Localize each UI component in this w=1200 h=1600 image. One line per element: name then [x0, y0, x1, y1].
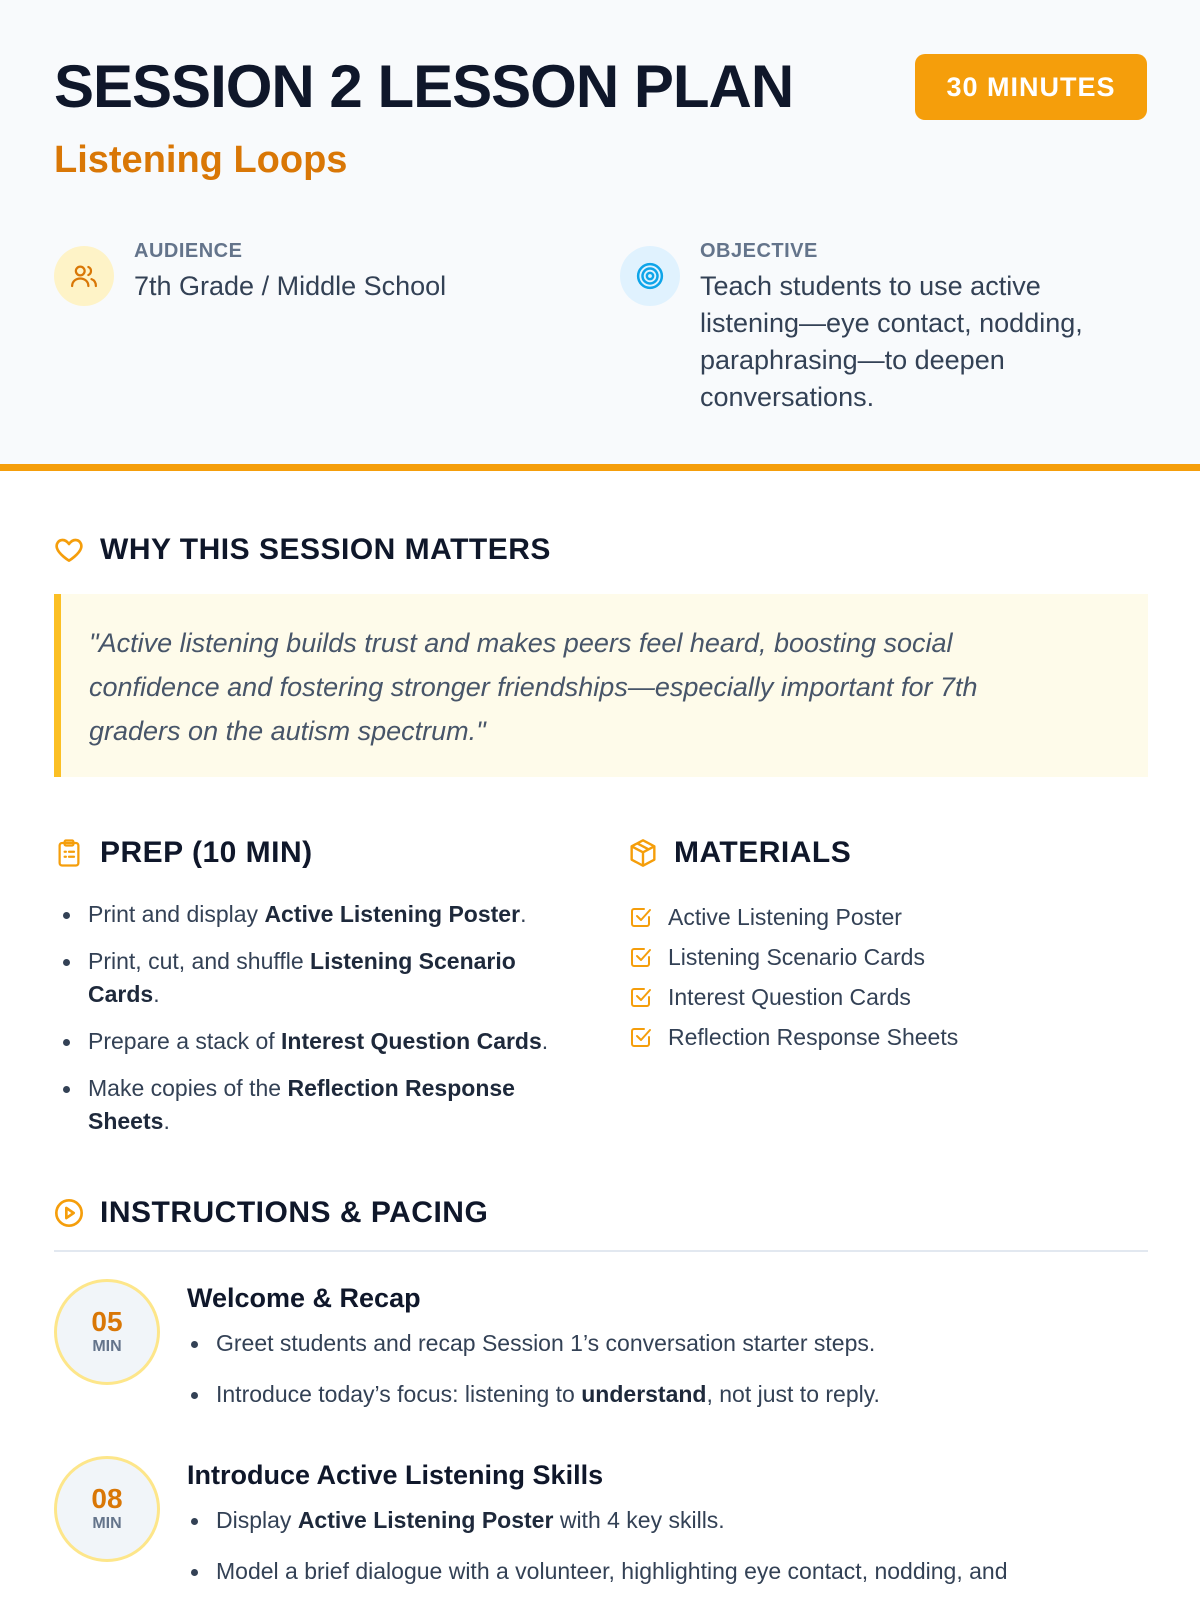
- audience-block: [54, 240, 554, 320]
- step-bullets: [184, 1504, 1144, 1600]
- list-item: [628, 937, 958, 977]
- material-label: Interest Question Cards: [668, 983, 911, 1010]
- page-subtitle: Listening Loops: [54, 139, 348, 181]
- list-item: Introduce today’s focus: listening to understand, not just to reply.: [184, 1378, 1144, 1411]
- objective-label: OBJECTIVE: [700, 240, 818, 262]
- duration-badge: 30 MINUTES: [915, 54, 1147, 120]
- checkbox-icon: [628, 1024, 654, 1050]
- play-circle-icon: [52, 1196, 86, 1230]
- list-item: Print and display Active Listening Poster.: [56, 898, 596, 931]
- material-label: Reflection Response Sheets: [668, 1023, 959, 1050]
- why-heading-text: WHY THIS SESSION MATTERS: [100, 533, 551, 566]
- quote-line: graders on the autism spectrum.": [89, 716, 486, 746]
- prep-heading: [52, 836, 313, 870]
- objective-line: Teach students to use active: [700, 271, 1041, 301]
- instructions-heading-text: INSTRUCTIONS & PACING: [100, 1196, 489, 1229]
- instructions-heading: [52, 1196, 488, 1230]
- list-item: Prepare a stack of Interest Question Cards.: [56, 1025, 596, 1058]
- objective-block: [620, 240, 1150, 420]
- materials-list: [628, 897, 958, 1057]
- prep-heading-text: PREP (10 MIN): [100, 836, 313, 869]
- quote-line: confidence and fostering stronger friendships—especially important for 7th: [89, 672, 978, 702]
- audience-value: 7th Grade / Middle School: [134, 271, 447, 301]
- list-item: [628, 1017, 958, 1057]
- quote-line: "Active listening builds trust and makes peers feel heard, boosting social: [89, 628, 953, 658]
- list-item: Model a brief dialogue with a volunteer, highlighting eye contact, nodding, and: [184, 1555, 1144, 1588]
- step-duration-badge: [54, 1279, 160, 1385]
- header: [0, 0, 1200, 471]
- step-minutes-unit: MIN: [92, 1515, 122, 1532]
- step-minutes: 05: [91, 1306, 123, 1337]
- objective-line: paraphrasing—to deepen: [700, 345, 1005, 375]
- users-icon: [54, 246, 114, 306]
- checkbox-icon: [628, 984, 654, 1010]
- objective-line: listening—eye contact, nodding,: [700, 308, 1083, 338]
- list-item: [628, 977, 958, 1017]
- heart-icon: [52, 533, 86, 567]
- step-minutes: 08: [91, 1483, 123, 1514]
- prep-list: [56, 898, 596, 1152]
- material-label: Listening Scenario Cards: [668, 943, 925, 970]
- box-icon: [626, 836, 660, 870]
- list-item: Greet students and recap Session 1’s conversation starter steps.: [184, 1327, 1144, 1360]
- step-bullets: [184, 1327, 1144, 1429]
- page-title: SESSION 2 LESSON PLAN: [54, 53, 794, 120]
- why-quote: [54, 594, 1148, 777]
- audience-label: AUDIENCE: [134, 240, 243, 262]
- checkbox-icon: [628, 904, 654, 930]
- objective-line: conversations.: [700, 382, 875, 412]
- checkbox-icon: [628, 944, 654, 970]
- divider: [54, 1250, 1148, 1252]
- target-icon: [620, 246, 680, 306]
- step-duration-badge: [54, 1456, 160, 1562]
- clipboard-icon: [52, 836, 86, 870]
- step-title: Welcome & Recap: [187, 1283, 421, 1313]
- list-item: Display Active Listening Poster with 4 key skills.: [184, 1504, 1144, 1537]
- list-item: Print, cut, and shuffle Listening Scenario Cards.: [56, 945, 596, 1011]
- step-title: Introduce Active Listening Skills: [187, 1460, 604, 1490]
- step-minutes-unit: MIN: [92, 1338, 122, 1355]
- objective-value: [700, 268, 1083, 416]
- materials-heading-text: MATERIALS: [674, 836, 852, 869]
- materials-heading: [626, 836, 851, 870]
- material-label: Active Listening Poster: [668, 903, 902, 930]
- list-item: Make copies of the Reflection Response Sheets.: [56, 1072, 596, 1138]
- list-item: [628, 897, 958, 937]
- why-heading: [52, 533, 551, 567]
